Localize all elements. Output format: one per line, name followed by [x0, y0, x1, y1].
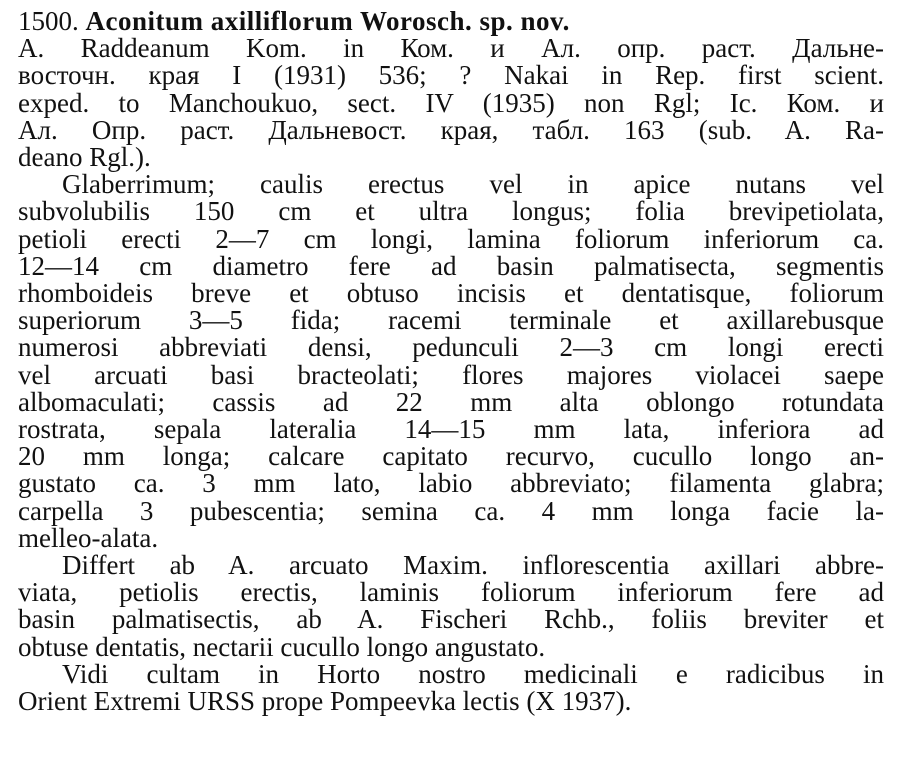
- description-line: subvolubilis 150 cm et ultra longus; folia brevipetiolata,: [18, 196, 884, 227]
- description-paragraph: [18, 171, 884, 552]
- entry-title: Aconitum axilliflorum Worosch. sp. nov.: [85, 6, 570, 36]
- description-line: rhomboideis breve et obtuso incisis et dentatisque, foliorum: [18, 278, 884, 309]
- description-line: vel arcuati basi bracteolati; flores majores violacei saepe: [18, 359, 884, 390]
- synonymy-line: Ал. Опр. раст. Дальневост. края, табл. 163 (sub. A. Ra-: [18, 114, 884, 145]
- synonymy-line: A. Raddeanum Kom. in Ком. и Ал. опр. раст. Дальне-: [18, 33, 884, 64]
- description-line: carpella 3 pubescentia; semina ca. 4 mm longa facie la-: [18, 495, 884, 526]
- synonymy-paragraph: [18, 35, 884, 171]
- description-line: melleo-alata.: [18, 522, 159, 553]
- description-line: 20 mm longa; calcare capitato recurvo, cucullo longo an-: [18, 441, 884, 472]
- description-line: rostrata, sepala lateralia 14—15 mm lata, inferiora ad: [18, 414, 884, 445]
- description-line: superiorum 3—5 fida; racemi terminale et axillarebusque: [18, 305, 884, 336]
- vidi-line: Orient Extremi URSS prope Pompeevka lectis (X 1937).: [18, 686, 632, 717]
- entry-number: 1500.: [18, 6, 79, 36]
- description-line: numerosi abbreviati densi, pedunculi 2—3 cm longi erecti: [18, 332, 884, 363]
- differt-line: Differt ab A. arcuato Maxim. inflorescentia axillari abbre-: [62, 550, 884, 581]
- description-line: gustato ca. 3 mm lato, labio abbreviato; filamenta glabra;: [18, 468, 884, 499]
- description-line: albomaculati; cassis ad 22 mm alta oblongo rotundata: [18, 386, 884, 417]
- description-line: Glaberrimum; caulis erectus vel in apice nutans vel: [62, 169, 884, 200]
- description-line: 12—14 cm diametro fere ad basin palmatisecta, segmentis: [18, 250, 884, 281]
- differt-paragraph: [18, 552, 884, 661]
- differt-line: viata, petiolis erectis, laminis foliorum inferiorum fere ad: [18, 577, 884, 608]
- synonymy-line: восточн. края I (1931) 536; ? Nakai in Rep. first scient.: [18, 60, 884, 91]
- differt-line: obtuse dentatis, nectarii cucullo longo angustato.: [18, 631, 546, 662]
- synonymy-line: deano Rgl.).: [18, 142, 151, 173]
- entry-heading: [18, 8, 884, 35]
- differt-line: basin palmatisectis, ab A. Fischeri Rchb., foliis breviter et: [18, 604, 884, 635]
- synonymy-line: exped. to Manchoukuo, sect. IV (1935) non Rgl; Ic. Ком. и: [18, 87, 884, 118]
- vidi-line: Vidi cultam in Horto nostro medicinali e radicibus in: [62, 658, 884, 689]
- vidi-paragraph: [18, 658, 884, 717]
- description-line: petioli erecti 2—7 cm longi, lamina foliorum inferiorum ca.: [18, 223, 884, 254]
